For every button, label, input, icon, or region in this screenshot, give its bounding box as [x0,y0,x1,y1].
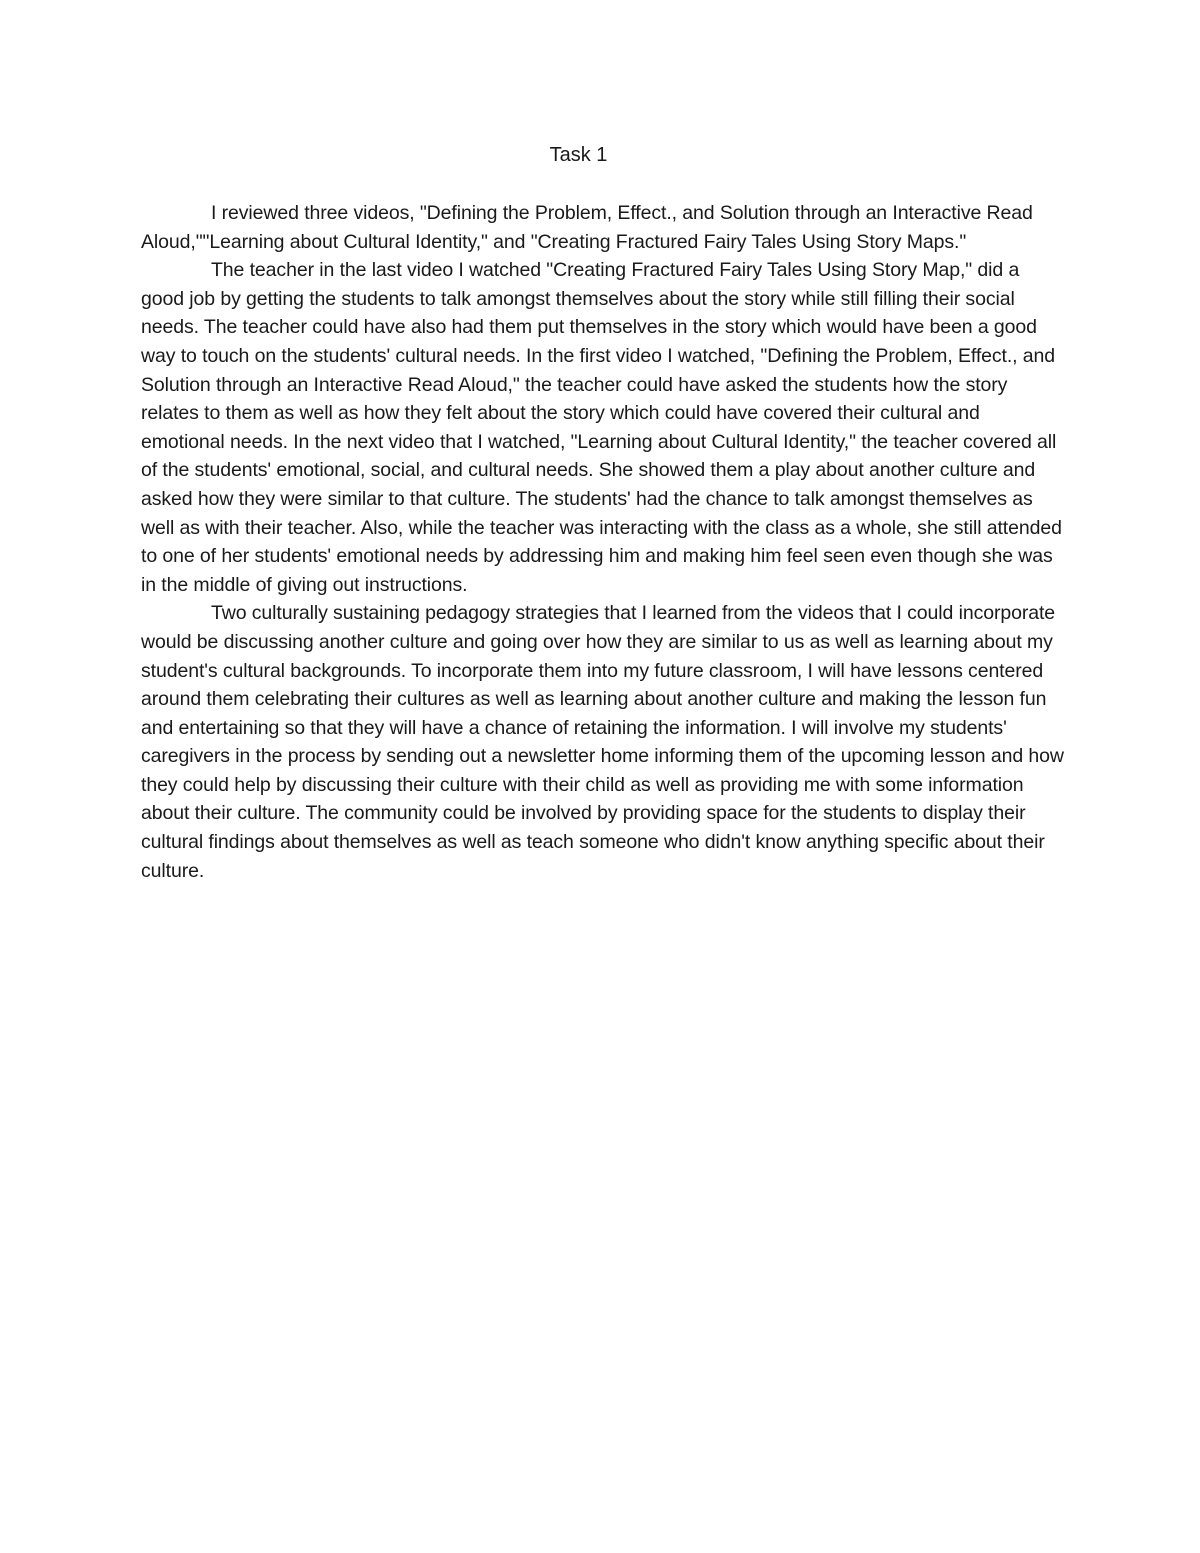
document-body [141,199,1066,885]
document-title: Task 1 [549,144,608,166]
paragraph-teacher-analysis: The teacher in the last video I watched "Creating Fractured Fairy Tales Using Story Map," did a good job by getting the students to talk amongst themselves about the story while still filling their social needs. The teacher could have also had them put themselves in the story which would have been a good way to touch on the students' cultural needs. In the first video I watched, "Defining the Problem, Effect., and Solution through an Interactive Read Aloud," the teacher could have asked the students how the story relates to them as well as how they felt about the story which could have covered their cultural and emotional needs. In the next video that I watched, "Learning about Cultural Identity," the teacher covered all of the students' emotional, social, and cultural needs. She showed them a play about another culture and asked how they were similar to that culture. The students' had the chance to talk amongst themselves as well as with their teacher. Also, while the teacher was interacting with the class as a whole, she still attended to one of her students' emotional needs by addressing him and making him feel seen even though she was in the middle of giving out instructions. [141,259,1062,596]
paragraph-pedagogy-strategies: Two culturally sustaining pedagogy strategies that I learned from the videos that I could incorporate would be discussing another culture and going over how they are similar to us as well as learning about my student's cultural backgrounds. To incorporate them into my future classroom, I will have lessons centered around them celebrating their cultures as well as learning about another culture and making the lesson fun and entertaining so that they will have a chance of retaining the information. I will involve my students' caregivers in the process by sending out a newsletter home informing them of the upcoming lesson and how they could help by discussing their culture with their child as well as providing me with some information about their culture. The community could be involved by providing space for the students to display their cultural findings about themselves as well as teach someone who didn't know anything specific about their culture. [141,602,1064,882]
paragraph-videos-reviewed: I reviewed three videos, "Defining the Problem, Effect., and Solution through an Interactive Read Aloud,""Learning about Cultural Identity," and "Creating Fractured Fairy Tales Using Story Maps." [141,202,1033,253]
